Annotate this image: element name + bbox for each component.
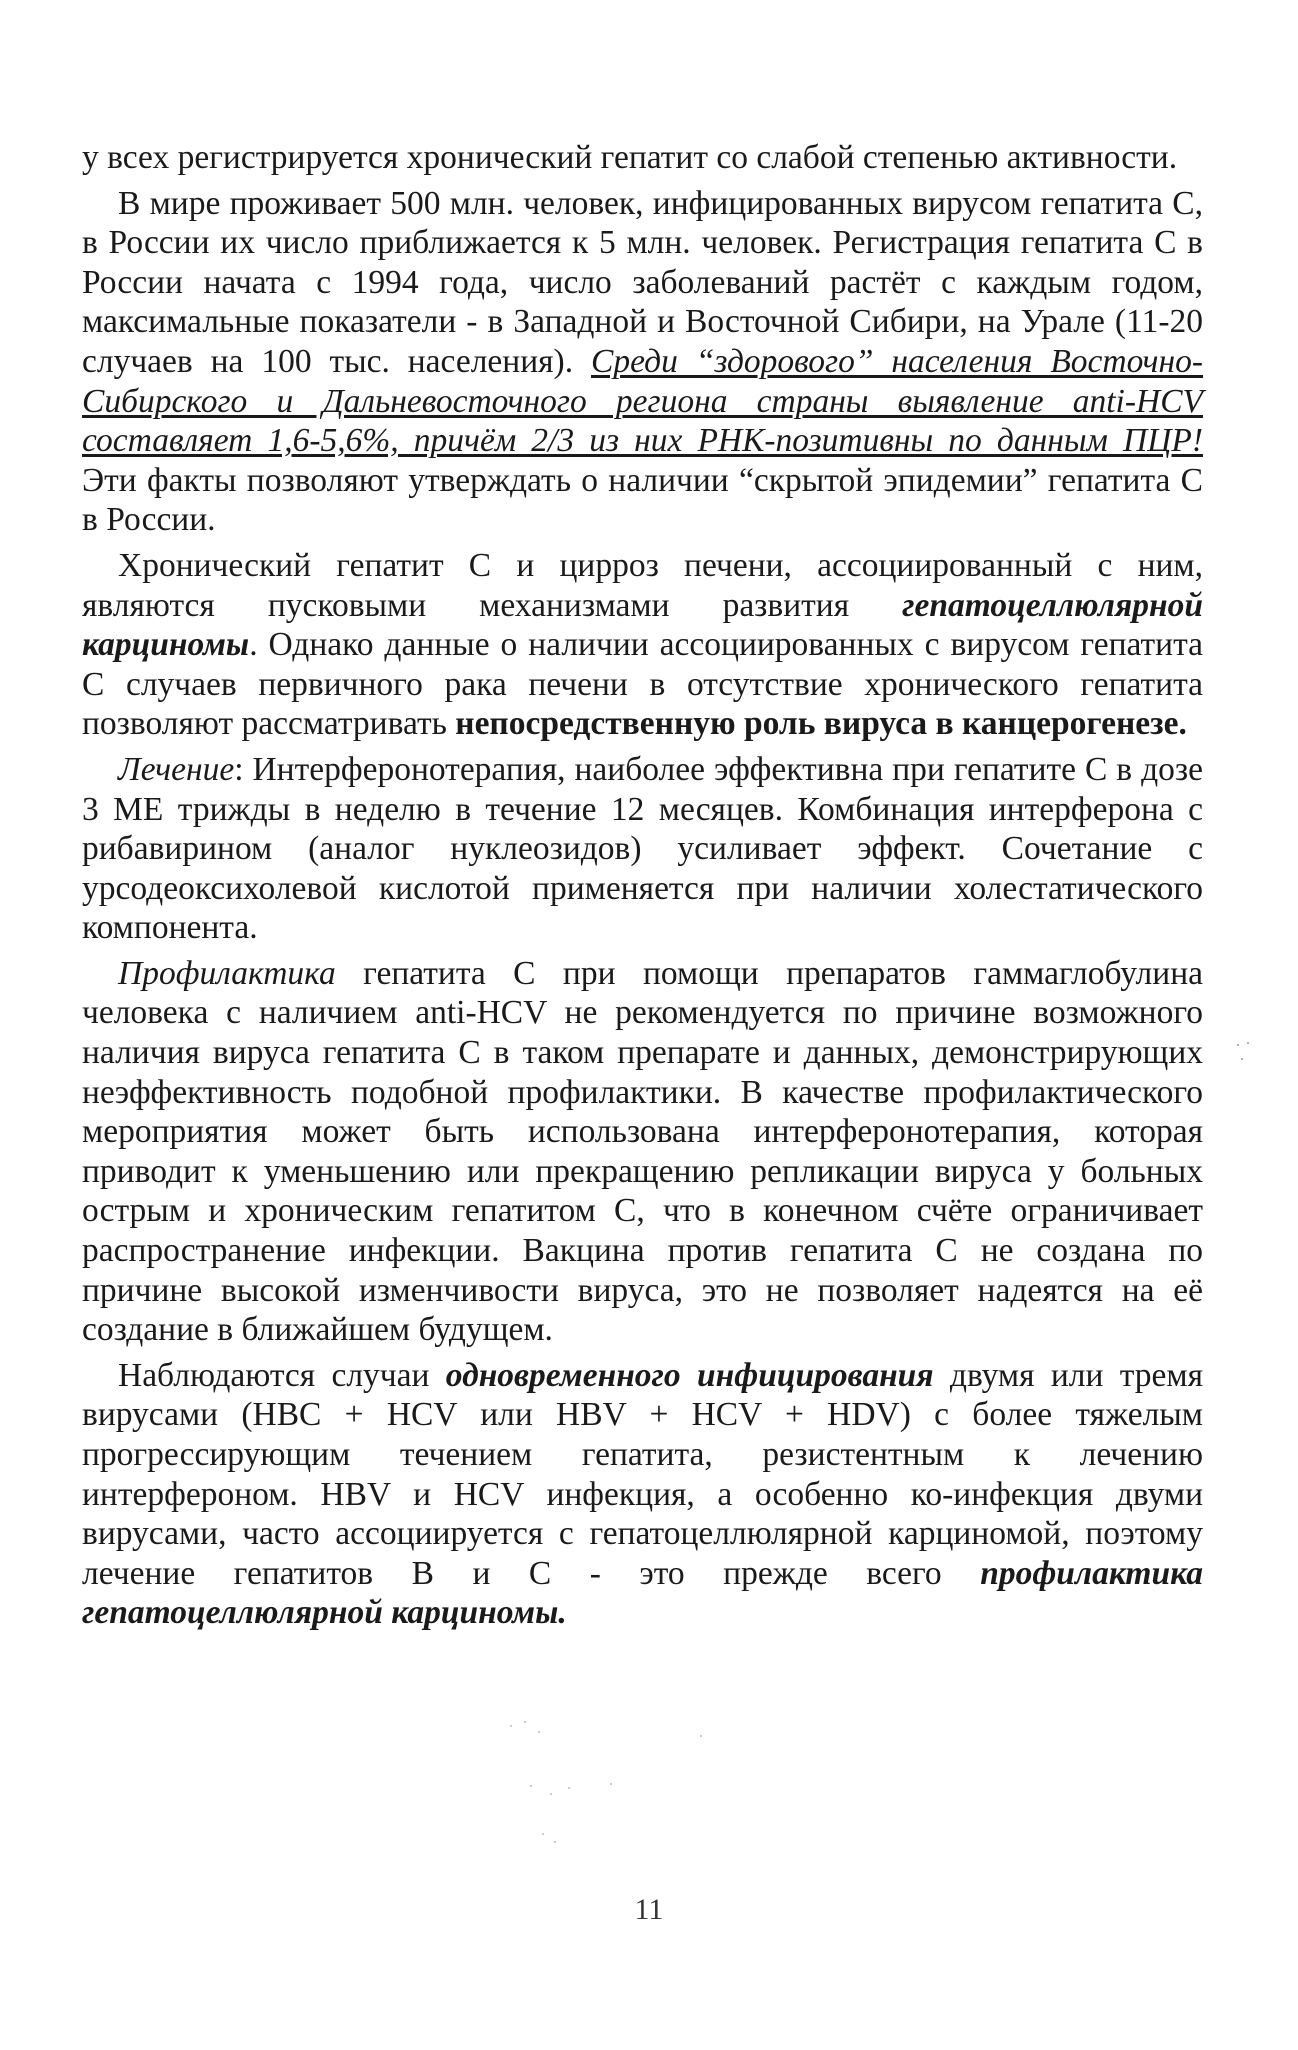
paragraph-3-text-start: Хронический гепатит С и цирроз печени, ассоциированный с ним, являются пусковыми механизмами развития	[82, 546, 1203, 624]
paragraph-6-text-start: Наблюдаются случаи	[118, 1356, 430, 1394]
paragraph-2	[82, 184, 1203, 540]
paragraph-3-text-middle: . Однако данные о наличии ассоциированных с вирусом гепатита С случаев первичного рака печени в отсутствие хронического гепатита позволяют рассматривать	[82, 626, 1203, 743]
paragraph-5	[82, 954, 1203, 1350]
paragraph-4	[82, 750, 1203, 948]
paragraph-3	[82, 546, 1203, 744]
paragraph-5-text: гепатита С при помощи препаратов гаммаглобулина человека с наличием anti-HCV не рекомендуется по причине возможного наличия вируса гепатита С в таком препарате и данных, демонстрирующих неэффективность подобной профилактики. В качестве профилактического мероприятия может быть использована интерферонотерапия, которая приводит к уменьшению или прекращению репликации вируса у больных острым и хроническим гепатитом С, что в конечном счёте ограничивает распространение инфекции. Вакцина против гепатита С не создана по причине высокой изменчивости вируса, это не позволяет надеятся на её создание в ближайшем будущем.	[82, 954, 1203, 1349]
paragraph-2-text-end: Эти факты позволяют утверждать о наличии “скрытой эпидемии” гепатита С в России.	[82, 461, 1203, 539]
page-number: 11	[634, 1893, 664, 1926]
paragraph-2-underlined-emphasis: Среди “здорового” населения Восточно-Сибирского и Дальневосточного региона страны выявление anti-HCV составляет 1,6-5,6%, причём 2/3 из них РНК-позитивны по данным ПЦР!	[82, 342, 1204, 460]
paragraph-4-lead-term: Лечение	[118, 750, 235, 788]
scan-noise-dots	[490, 1715, 750, 1875]
paragraph-2-text-start: В мире проживает 500 млн. человек, инфицированных вирусом гепатита С, в России их число приближается к 5 млн. человек. Регистрация гепатита С в России начата с 1994 года, число заболеваний растёт с каждым годом, максимальные показатели - в Западной и Восточной Сибири, на Урале (11-20 случаев на 100 тыс. населения).	[82, 184, 1203, 380]
paragraph-3-bold-conclusion: непосредственную роль вируса в канцерогенезе.	[455, 705, 1187, 743]
paragraph-6-text-middle: двумя или тремя вирусами (HBC + HCV или HBV + HCV + HDV) с более тяжелым прогрессирующим течением гепатита, резистентным к лечению интерфероном. HBV и HCV инфекция, а особенно ко-инфекция двуми вирусами, часто ассоциируется с гепатоцеллюлярной карциномой, поэтому лечение гепатитов В и С - это прежде всего	[82, 1356, 1204, 1592]
paragraph-1-text: у всех регистрируется хронический гепатит со слабой степенью активности.	[82, 139, 1178, 176]
paragraph-6-bold-italic-term: одновременного инфицирования	[445, 1356, 934, 1394]
paragraph-6	[82, 1356, 1203, 1633]
paragraph-3-bold-italic-term: гепатоцеллюлярной карциномы	[82, 586, 1203, 664]
scan-noise-margin	[1235, 1040, 1255, 1080]
paragraph-1	[82, 138, 1203, 178]
paragraph-6-bold-italic-conclusion: профилактика гепатоцеллюлярной карциномы.	[82, 1554, 1203, 1632]
paragraph-5-lead-term: Профилактика	[118, 954, 336, 992]
paragraph-4-text: : Интерферонотерапия, наиболее эффективна при гепатите С в дозе 3 МЕ трижды в неделю в течение 12 месяцев. Комбинация интерферона с рибавирином (аналог нуклеозидов) усиливает эффект. Сочетание с урсодеоксихолевой кислотой применяется при наличии холестатического компонента.	[82, 750, 1203, 947]
